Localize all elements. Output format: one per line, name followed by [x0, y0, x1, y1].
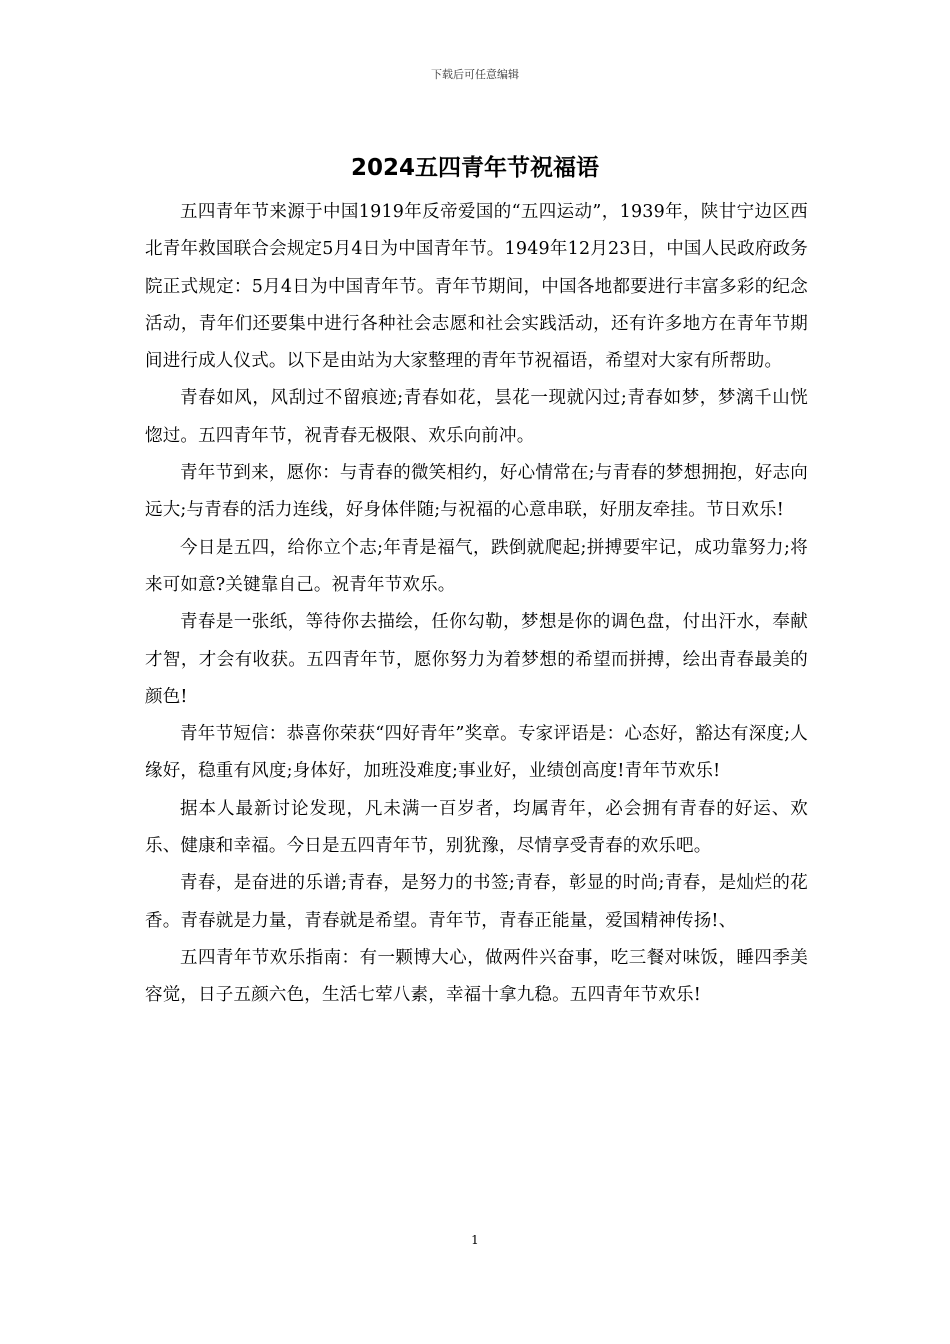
paragraph-blessing-7: 青春，是奋进的乐谱;青春，是努力的书签;青春，彰显的时尚;青春，是灿烂的花香。青春就是力量，青春就是希望。青年节，青春正能量，爱国精神传扬!、	[145, 873, 808, 931]
paragraph-blessing-4: 青春是一张纸，等待你去描绘，任你勾勒，梦想是你的调色盘，付出汗水，奉献才智，才会有收获。五四青年节，愿你努力为着梦想的希望而拼搏，绘出青春最美的颜色!	[145, 612, 808, 707]
paragraph-blessing-3: 今日是五四，给你立个志;年青是福气，跌倒就爬起;拼搏要牢记，成功靠努力;将来可如意?关键靠自己。祝青年节欢乐。	[145, 537, 808, 595]
document-body	[145, 194, 808, 1015]
document-title: 2024五四青年节祝福语	[350, 155, 599, 181]
paragraph-blessing-2: 青年节到来，愿你：与青春的微笑相约，好心情常在;与青春的梦想拥抱，好志向远大;与青春的活力连线，好身体伴随;与祝福的心意串联，好朋友牵挂。节日欢乐!	[145, 463, 808, 521]
page-number: 1	[471, 1233, 479, 1247]
paragraph-blessing-8: 五四青年节欢乐指南：有一颗博大心，做两件兴奋事，吃三餐对味饭，睡四季美容觉，日子五颜六色，生活七荤八素，幸福十拿九稳。五四青年节欢乐!	[145, 947, 808, 1006]
page-header-note: 下载后可任意编辑	[431, 68, 519, 81]
paragraph-blessing-1: 青春如风，风刮过不留痕迹;青春如花，昙花一现就闪过;青春如梦，梦漓千山恍惚过。五四青年节，祝青春无极限、欢乐向前冲。	[145, 388, 808, 446]
paragraph-blessing-5: 青年节短信：恭喜你荣获“四好青年”奖章。专家评语是：心态好，豁达有深度;人缘好，稳重有风度;身体好，加班没难度;事业好，业绩创高度!青年节欢乐!	[145, 724, 808, 782]
paragraph-blessing-6: 据本人最新讨论发现，凡未满一百岁者，均属青年，必会拥有青春的好运、欢乐、健康和幸福。今日是五四青年节，别犹豫，尽情享受青春的欢乐吧。	[145, 798, 808, 857]
paragraph-intro: 五四青年节来源于中国1919年反帝爱国的“五四运动”，1939年，陕甘宁边区西北青年救国联合会规定5月4日为中国青年节。1949年12月23日，中国人民政府政务院正式规定：5月4日为中国青年节。青年节期间，中国各地都要进行丰富多彩的纪念活动，青年们还要集中进行各种社会志愿和社会实践活动，还有许多地方在青年节期间进行成人仪式。以下是由站为大家整理的青年节祝福语，希望对大家有所帮助。	[145, 202, 808, 372]
